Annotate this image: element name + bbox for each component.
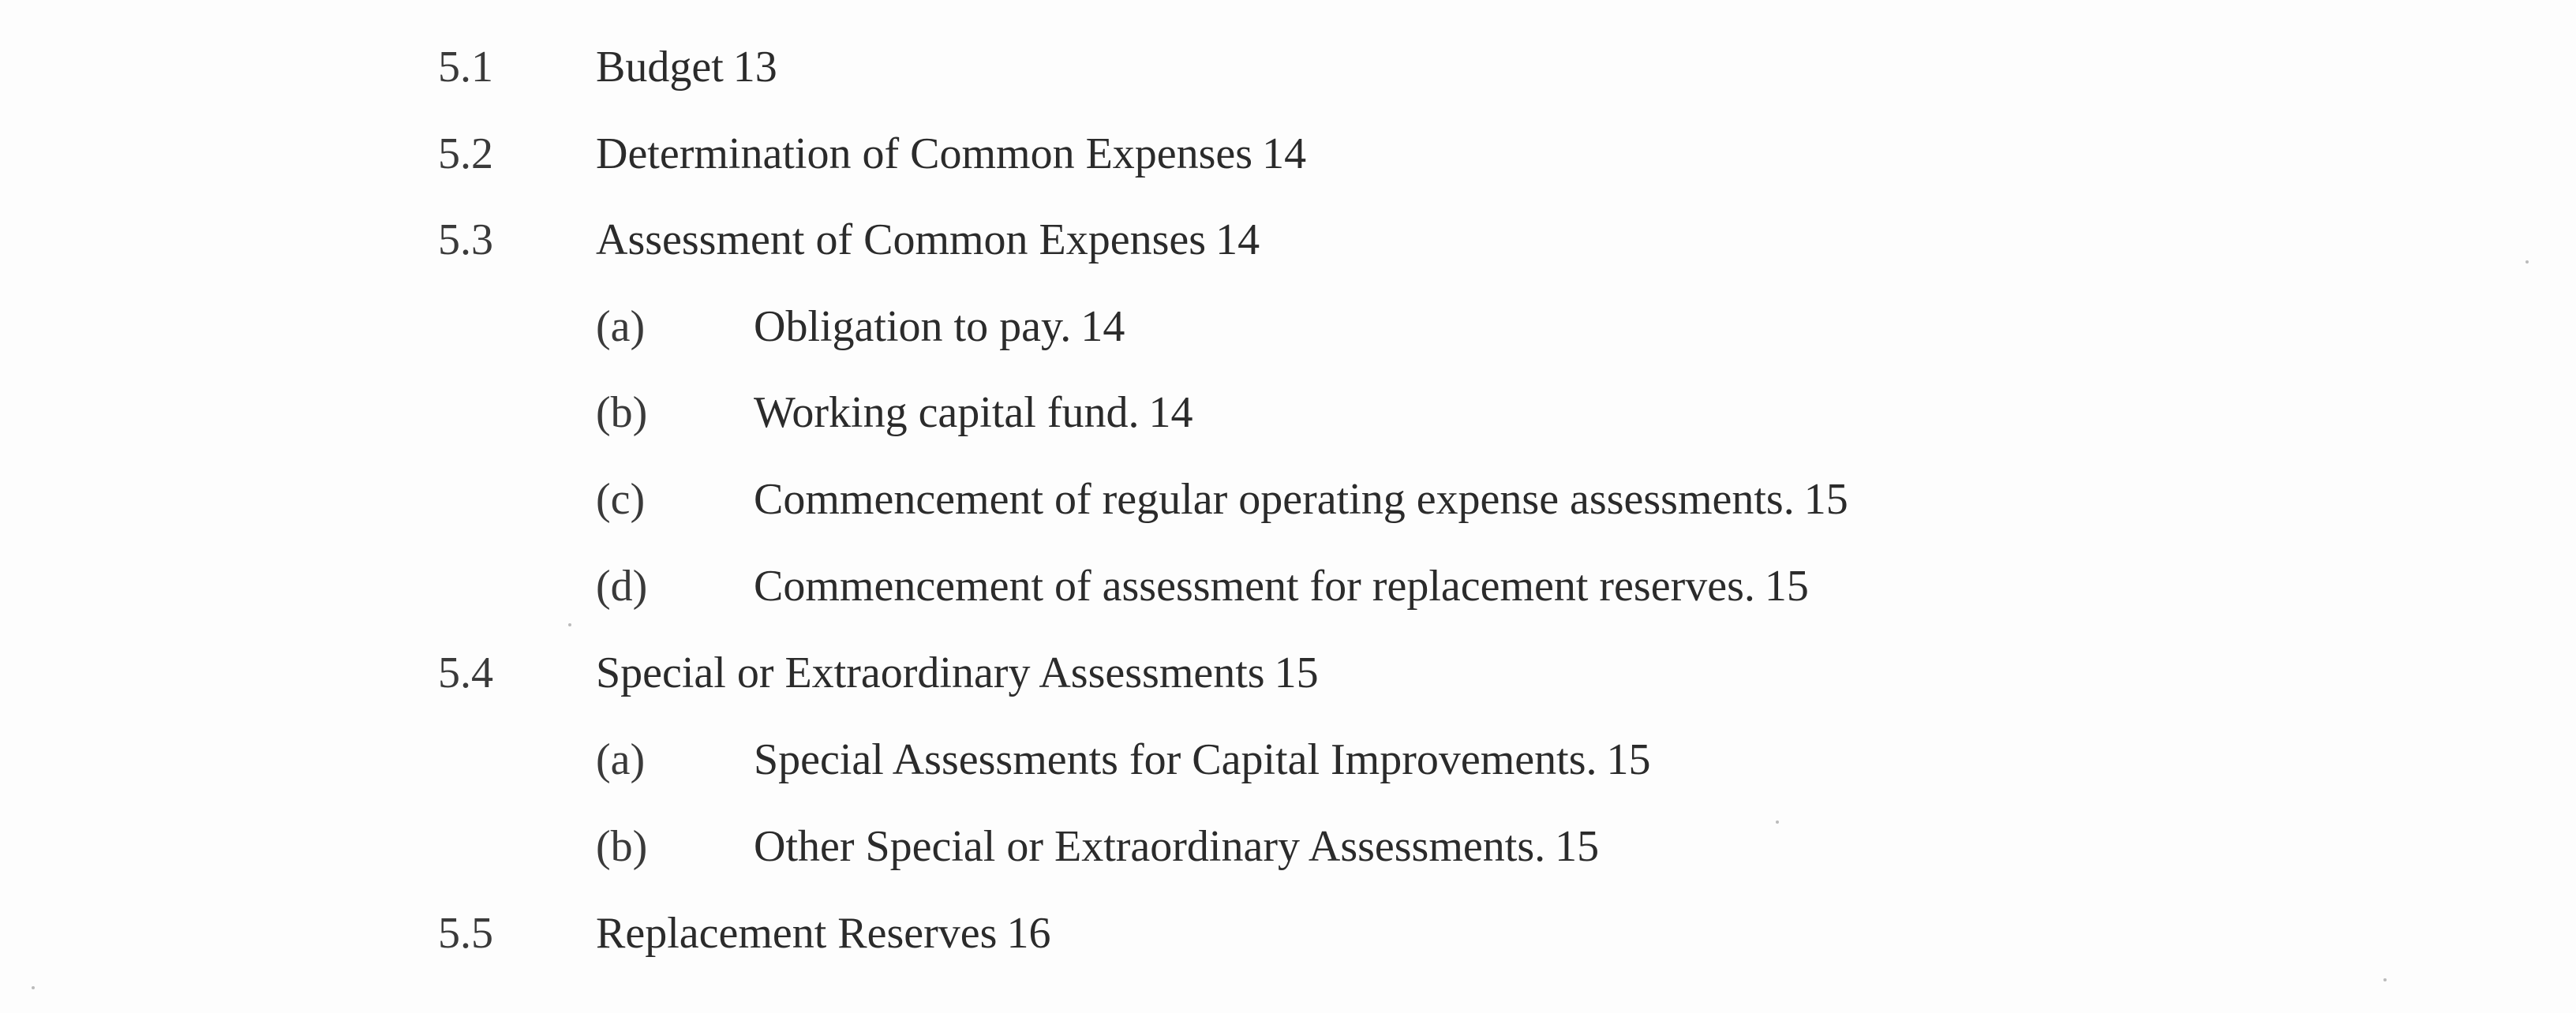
subsection-title: Commencement of regular operating expense assessments. <box>754 475 1795 524</box>
subsection-label: (d) <box>596 562 648 611</box>
section-number: 5.2 <box>438 129 493 178</box>
section-number: 5.4 <box>438 649 493 697</box>
section-title: Budget <box>596 43 724 92</box>
section-title: Replacement Reserves <box>596 909 998 958</box>
scan-speck <box>2383 978 2387 981</box>
page-number: 15 <box>1803 475 1848 524</box>
section-title: Determination of Common Expenses <box>596 129 1253 178</box>
section-number: 5.3 <box>438 215 493 264</box>
scan-speck <box>568 623 571 626</box>
page-number: 15 <box>1606 735 1651 784</box>
page-number: 13 <box>732 43 777 92</box>
scan-speck <box>2525 260 2529 264</box>
page-number: 14 <box>1148 388 1193 437</box>
subsection-title: Obligation to pay. <box>754 302 1072 351</box>
clipped-previous-line <box>300 0 931 8</box>
subsection-title: Other Special or Extraordinary Assessments. <box>754 822 1546 871</box>
subsection-label: (b) <box>596 388 648 437</box>
page-number: 16 <box>1006 909 1051 958</box>
page-number: 14 <box>1215 215 1260 264</box>
subsection-label: (c) <box>596 475 646 524</box>
page-number: 15 <box>1555 822 1600 871</box>
section-title: Assessment of Common Expenses <box>596 215 1207 264</box>
subsection-title: Special Assessments for Capital Improvements. <box>754 735 1597 784</box>
page-number: 14 <box>1080 302 1125 351</box>
page-number: 15 <box>1764 562 1809 611</box>
page-number: 15 <box>1274 649 1319 697</box>
section-number: 5.1 <box>438 43 493 92</box>
subsection-label: (a) <box>596 302 646 351</box>
subsection-label: (b) <box>596 822 648 871</box>
clipped-text-fragment <box>300 0 313 8</box>
subsection-label: (a) <box>596 735 646 784</box>
subsection-title: Working capital fund. <box>754 388 1140 437</box>
subsection-title: Commencement of assessment for replacement reserves. <box>754 562 1755 611</box>
scan-speck <box>1776 820 1779 824</box>
section-number: 5.5 <box>438 909 493 958</box>
page-number: 14 <box>1262 129 1307 178</box>
scan-speck <box>32 986 35 989</box>
section-title: Special or Extraordinary Assessments <box>596 649 1265 697</box>
